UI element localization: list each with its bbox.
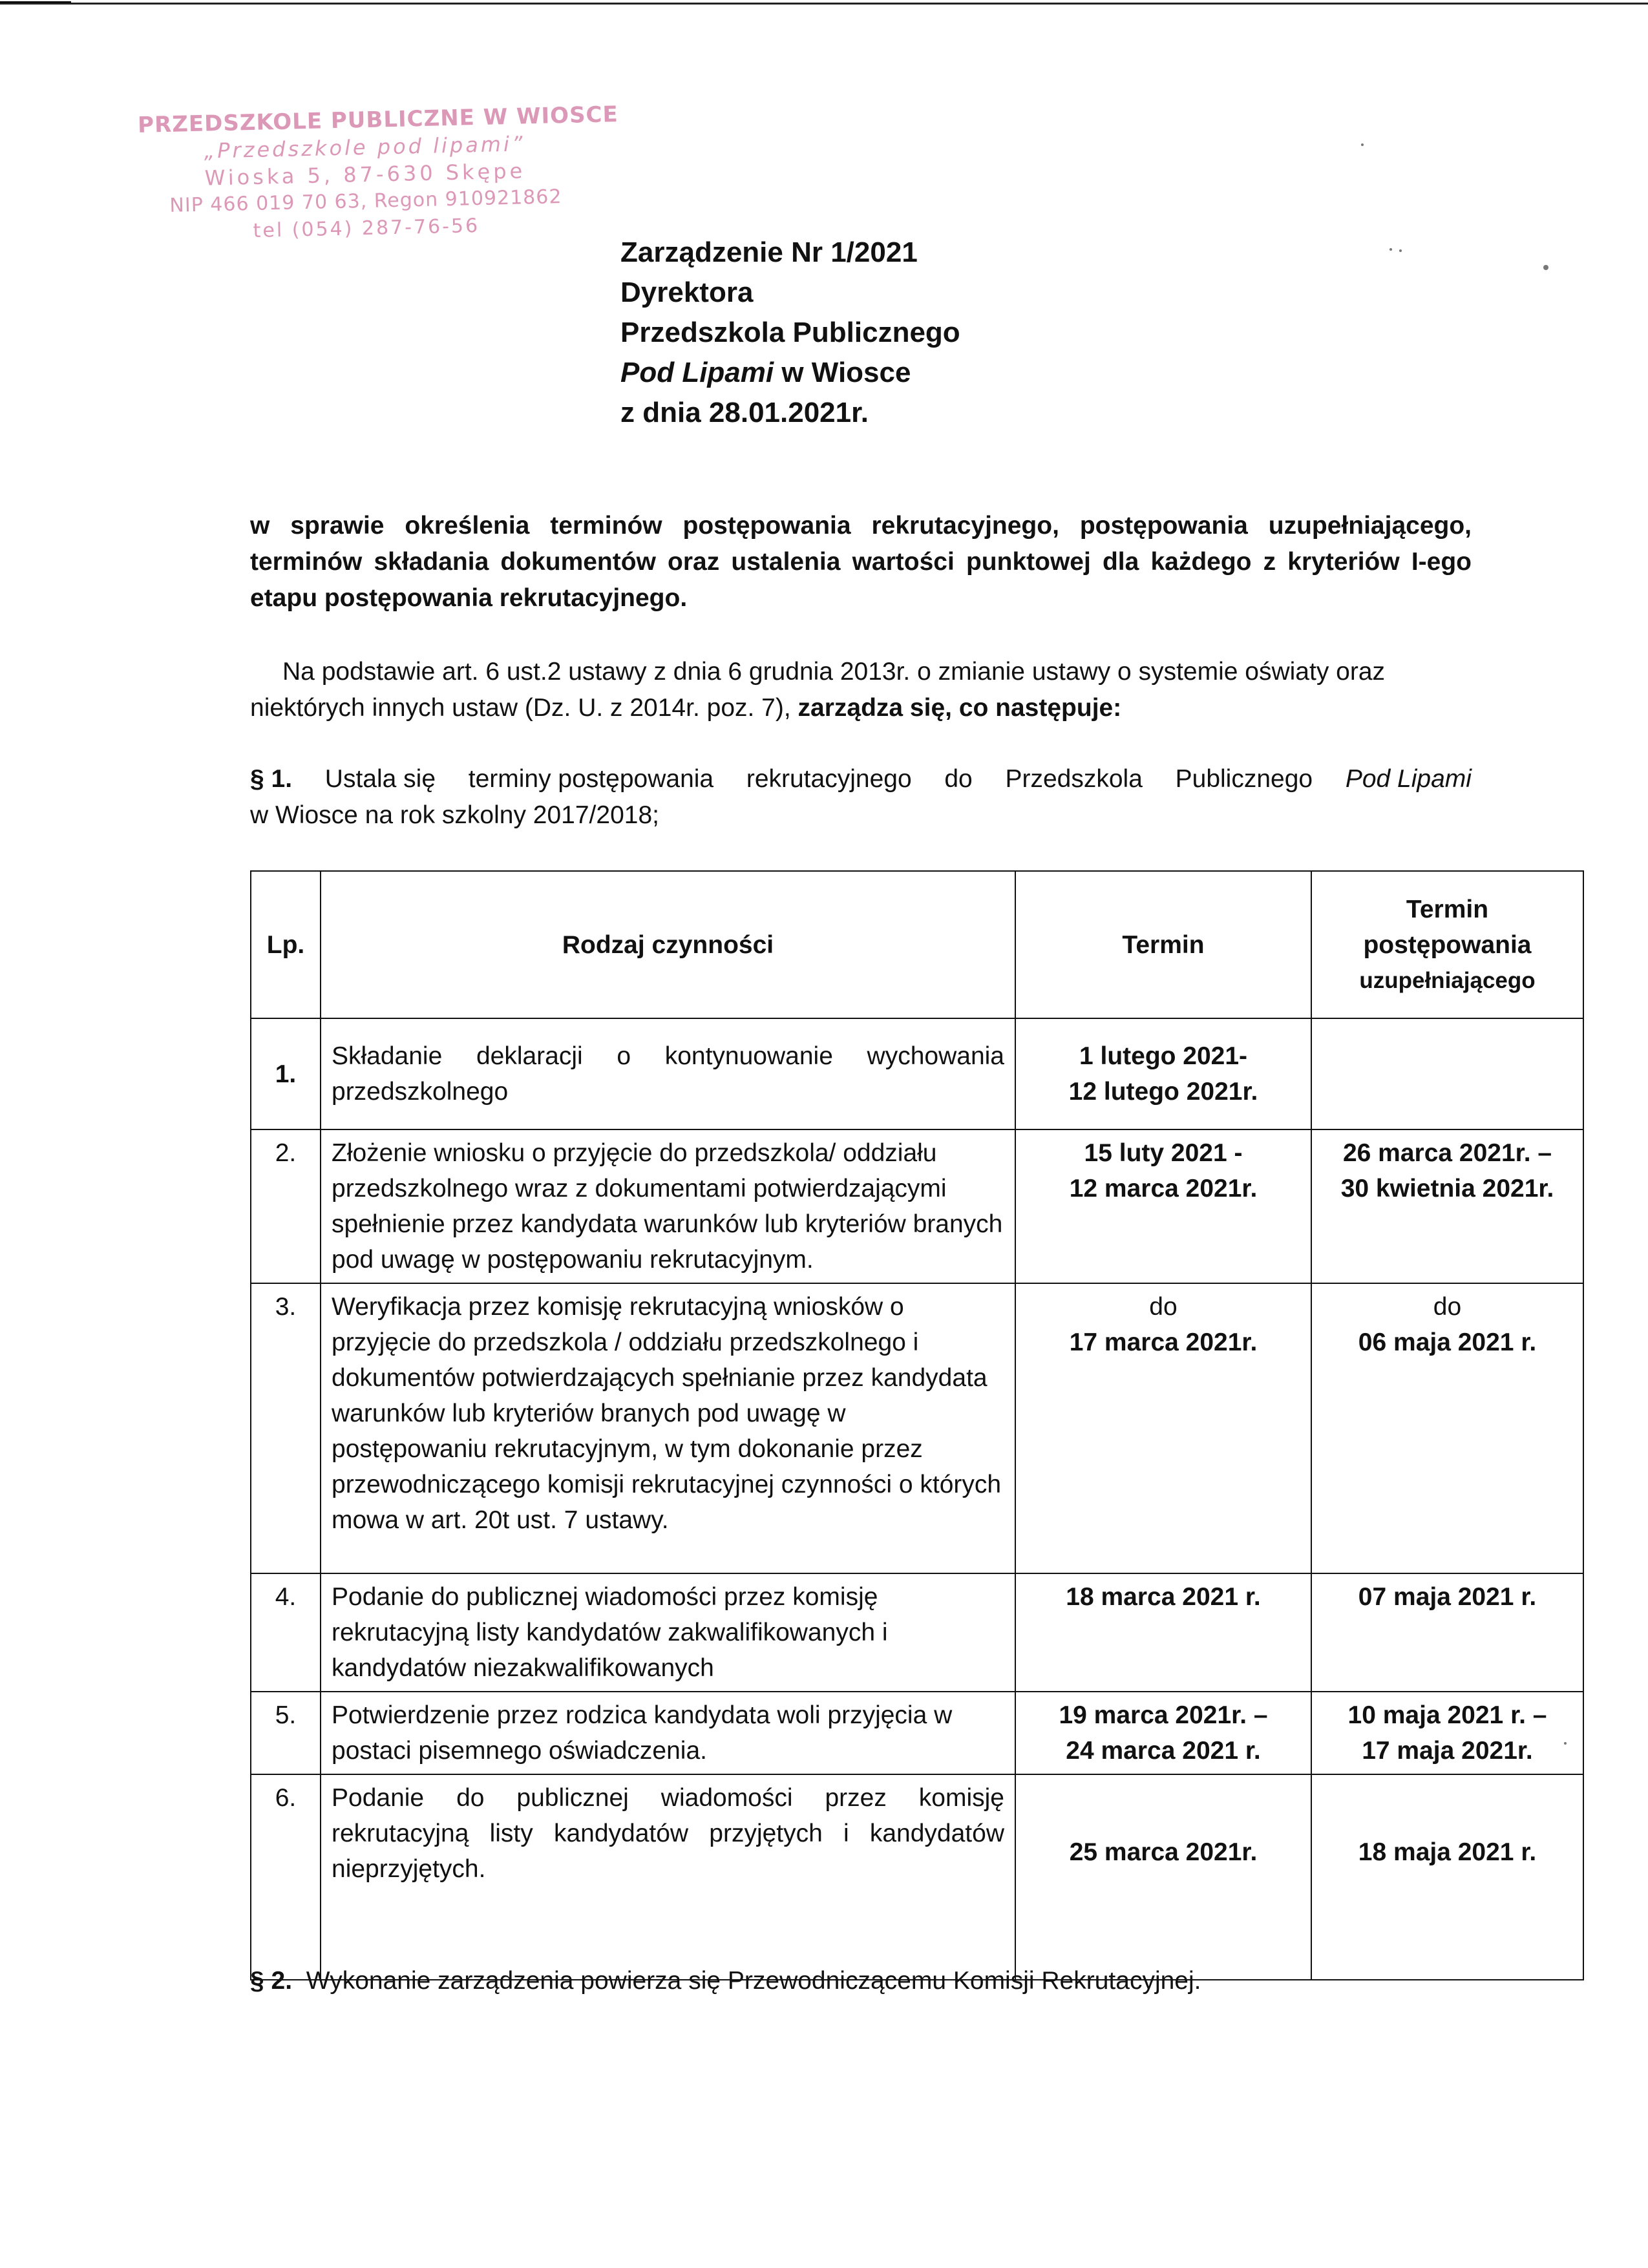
table-row	[251, 1573, 1583, 1692]
legal-basis-text: Na podstawie art. 6 ust.2 ustawy z dnia 6 grudnia 2013r. o zmianie ustawy o systemie oświaty oraz niektórych innych ustaw (Dz. U. z 2014r. poz. 7),	[250, 658, 1386, 722]
header-supplementary-line-1: Termin	[1406, 895, 1489, 923]
paragraph-1-word-1: Ustala się	[324, 765, 436, 793]
row-3-term-date: 17 marca 2021r.	[1069, 1328, 1258, 1356]
row-4-term: 18 marca 2021 r.	[1015, 1573, 1311, 1692]
paragraph-1-word-6: Publicznego	[1175, 765, 1313, 793]
stamp-address: Wioska 5, 87-630 Skępe	[204, 158, 526, 191]
row-4-lp: 4.	[251, 1573, 321, 1692]
header-supplementary	[1311, 871, 1583, 1018]
heading-line-4	[620, 353, 960, 393]
table-row	[251, 1129, 1583, 1283]
paragraph-1-line-2: w Wiosce na rok szkolny 2017/2018;	[250, 801, 659, 829]
row-2-term: 15 luty 2021 - 12 marca 2021r.	[1015, 1129, 1311, 1283]
scan-speck	[1399, 249, 1402, 252]
stamp-subtitle: „Przedszkole pod lipami”	[204, 131, 525, 163]
row-1-term: 1 lutego 2021- 12 lutego 2021r.	[1015, 1018, 1311, 1129]
row-6-activity: Podanie do publicznej wiadomości przez komisję rekrutacyjną listy kandydatów przyjętych i kandydatów nieprzyjętych.	[321, 1774, 1015, 1980]
row-3-supplementary-date: 06 maja 2021 r.	[1358, 1328, 1537, 1356]
paragraph-1-word-5: Przedszkola	[1005, 765, 1143, 793]
institution-stamp	[137, 101, 619, 247]
scan-top-border	[0, 3, 1648, 5]
row-5-term: 19 marca 2021r. – 24 marca 2021 r.	[1015, 1692, 1311, 1774]
stamp-ids: NIP 466 019 70 63, Regon 910921862	[169, 185, 562, 217]
table-row	[251, 1018, 1583, 1129]
heading-line-1: Zarządzenie Nr 1/2021	[620, 236, 918, 268]
paragraph-2-text: Wykonanie zarządzenia powierza się Przewodniczącemu Komisji Rekrutacyjnej.	[306, 1967, 1201, 1995]
heading-line-2: Dyrektora	[620, 277, 754, 308]
header-supplementary-line-2: postępowania	[1363, 930, 1532, 959]
row-2-lp: 2.	[251, 1129, 321, 1283]
scan-speck	[1389, 248, 1392, 251]
heading-school-location: w Wiosce	[774, 357, 911, 388]
paragraph-1-word-2: terminy postępowania	[468, 765, 714, 793]
document-subject: w sprawie określenia terminów postępowania rekrutacyjnego, postępowania uzupełniającego, terminów składania dokumentów oraz ustalenia wartości punktowej dla każdego z kryteriów I-ego etapu postępowania rekrutacyjnego.	[250, 512, 1472, 612]
paragraph-1	[250, 761, 1472, 834]
row-3-term-prefix: do	[1149, 1293, 1178, 1321]
row-2-supplementary: 26 marca 2021r. – 30 kwietnia 2021r.	[1311, 1129, 1583, 1283]
row-2-activity: Złożenie wniosku o przyjęcie do przedszkola/ oddziału przedszkolnego wraz z dokumentami potwierdzającymi spełnienie przez kandydata warunków lub kryteriów branych pod uwagę w postępowaniu rekrutacyjnym.	[321, 1129, 1015, 1283]
heading-date: z dnia 28.01.2021r.	[620, 397, 869, 428]
scan-speck	[1543, 265, 1548, 270]
row-5-supplementary: 10 maja 2021 r. – 17 maja 2021r.	[1311, 1692, 1583, 1774]
table-header-row	[251, 871, 1583, 1018]
row-3-lp: 3.	[251, 1283, 321, 1573]
row-6-lp: 6.	[251, 1774, 321, 1980]
paragraph-1-line-1	[250, 761, 1472, 797]
row-4-activity: Podanie do publicznej wiadomości przez komisję rekrutacyjną listy kandydatów zakwalifikowanych i kandydatów niezakwalifikowanych	[321, 1573, 1015, 1692]
heading-line-3: Przedszkola Publicznego	[620, 317, 960, 348]
stamp-phone: tel (054) 287-76-56	[253, 215, 480, 242]
table-row	[251, 1692, 1583, 1774]
row-4-supplementary: 07 maja 2021 r.	[1311, 1573, 1583, 1692]
row-6-term: 25 marca 2021r.	[1015, 1774, 1311, 1980]
paragraph-1-mark: § 1.	[250, 765, 293, 793]
heading-school-name: Pod Lipami	[620, 357, 774, 388]
row-6-supplementary: 18 maja 2021 r.	[1311, 1774, 1583, 1980]
scan-speck	[1564, 1742, 1567, 1745]
header-lp: Lp.	[251, 871, 321, 1018]
row-1-supplementary	[1311, 1018, 1583, 1129]
paragraph-2-mark: § 2.	[250, 1967, 293, 1995]
recruitment-schedule-table	[250, 870, 1584, 1980]
scan-speck	[1361, 143, 1364, 146]
header-term: Termin	[1015, 871, 1311, 1018]
paragraph-1-word-4: do	[944, 765, 973, 793]
row-1-activity: Składanie deklaracji o kontynuowanie wychowania przedszkolnego	[321, 1018, 1015, 1129]
row-3-supplementary-prefix: do	[1433, 1293, 1462, 1321]
row-5-lp: 5.	[251, 1692, 321, 1774]
paragraph-1-school-name: Pod Lipami	[1345, 765, 1472, 793]
row-5-activity: Potwierdzenie przez rodzica kandydata woli przyjęcia w postaci pisemnego oświadczenia.	[321, 1692, 1015, 1774]
paragraph-2	[250, 1963, 1472, 1999]
table-row	[251, 1283, 1583, 1573]
row-3-term	[1015, 1283, 1311, 1573]
legal-basis-paragraph	[250, 654, 1472, 726]
table-row	[251, 1774, 1583, 1980]
header-activity: Rodzaj czynności	[321, 871, 1015, 1018]
header-supplementary-line-3: uzupełniającego	[1359, 967, 1536, 993]
row-1-lp: 1.	[251, 1018, 321, 1129]
row-3-activity: Weryfikacja przez komisję rekrutacyjną wniosków o przyjęcie do przedszkola / oddziału przedszkolnego i dokumentów potwierdzających spełnianie przez kandydata warunków lub kryteriów branych pod uwagę w postępowaniu rekrutacyjnym, w tym dokonanie przez przewodniczącego komisji rekrutacyjnej czynności o których mowa w art. 20t ust. 7 ustawy.	[321, 1283, 1015, 1573]
document-heading	[620, 233, 960, 433]
row-3-supplementary	[1311, 1283, 1583, 1573]
stamp-name: PRZEDSZKOLE PUBLICZNE W WIOSCE	[137, 101, 619, 138]
legal-basis-decree: zarządza się, co następuje:	[798, 694, 1122, 722]
paragraph-1-word-3: rekrutacyjnego	[746, 765, 912, 793]
